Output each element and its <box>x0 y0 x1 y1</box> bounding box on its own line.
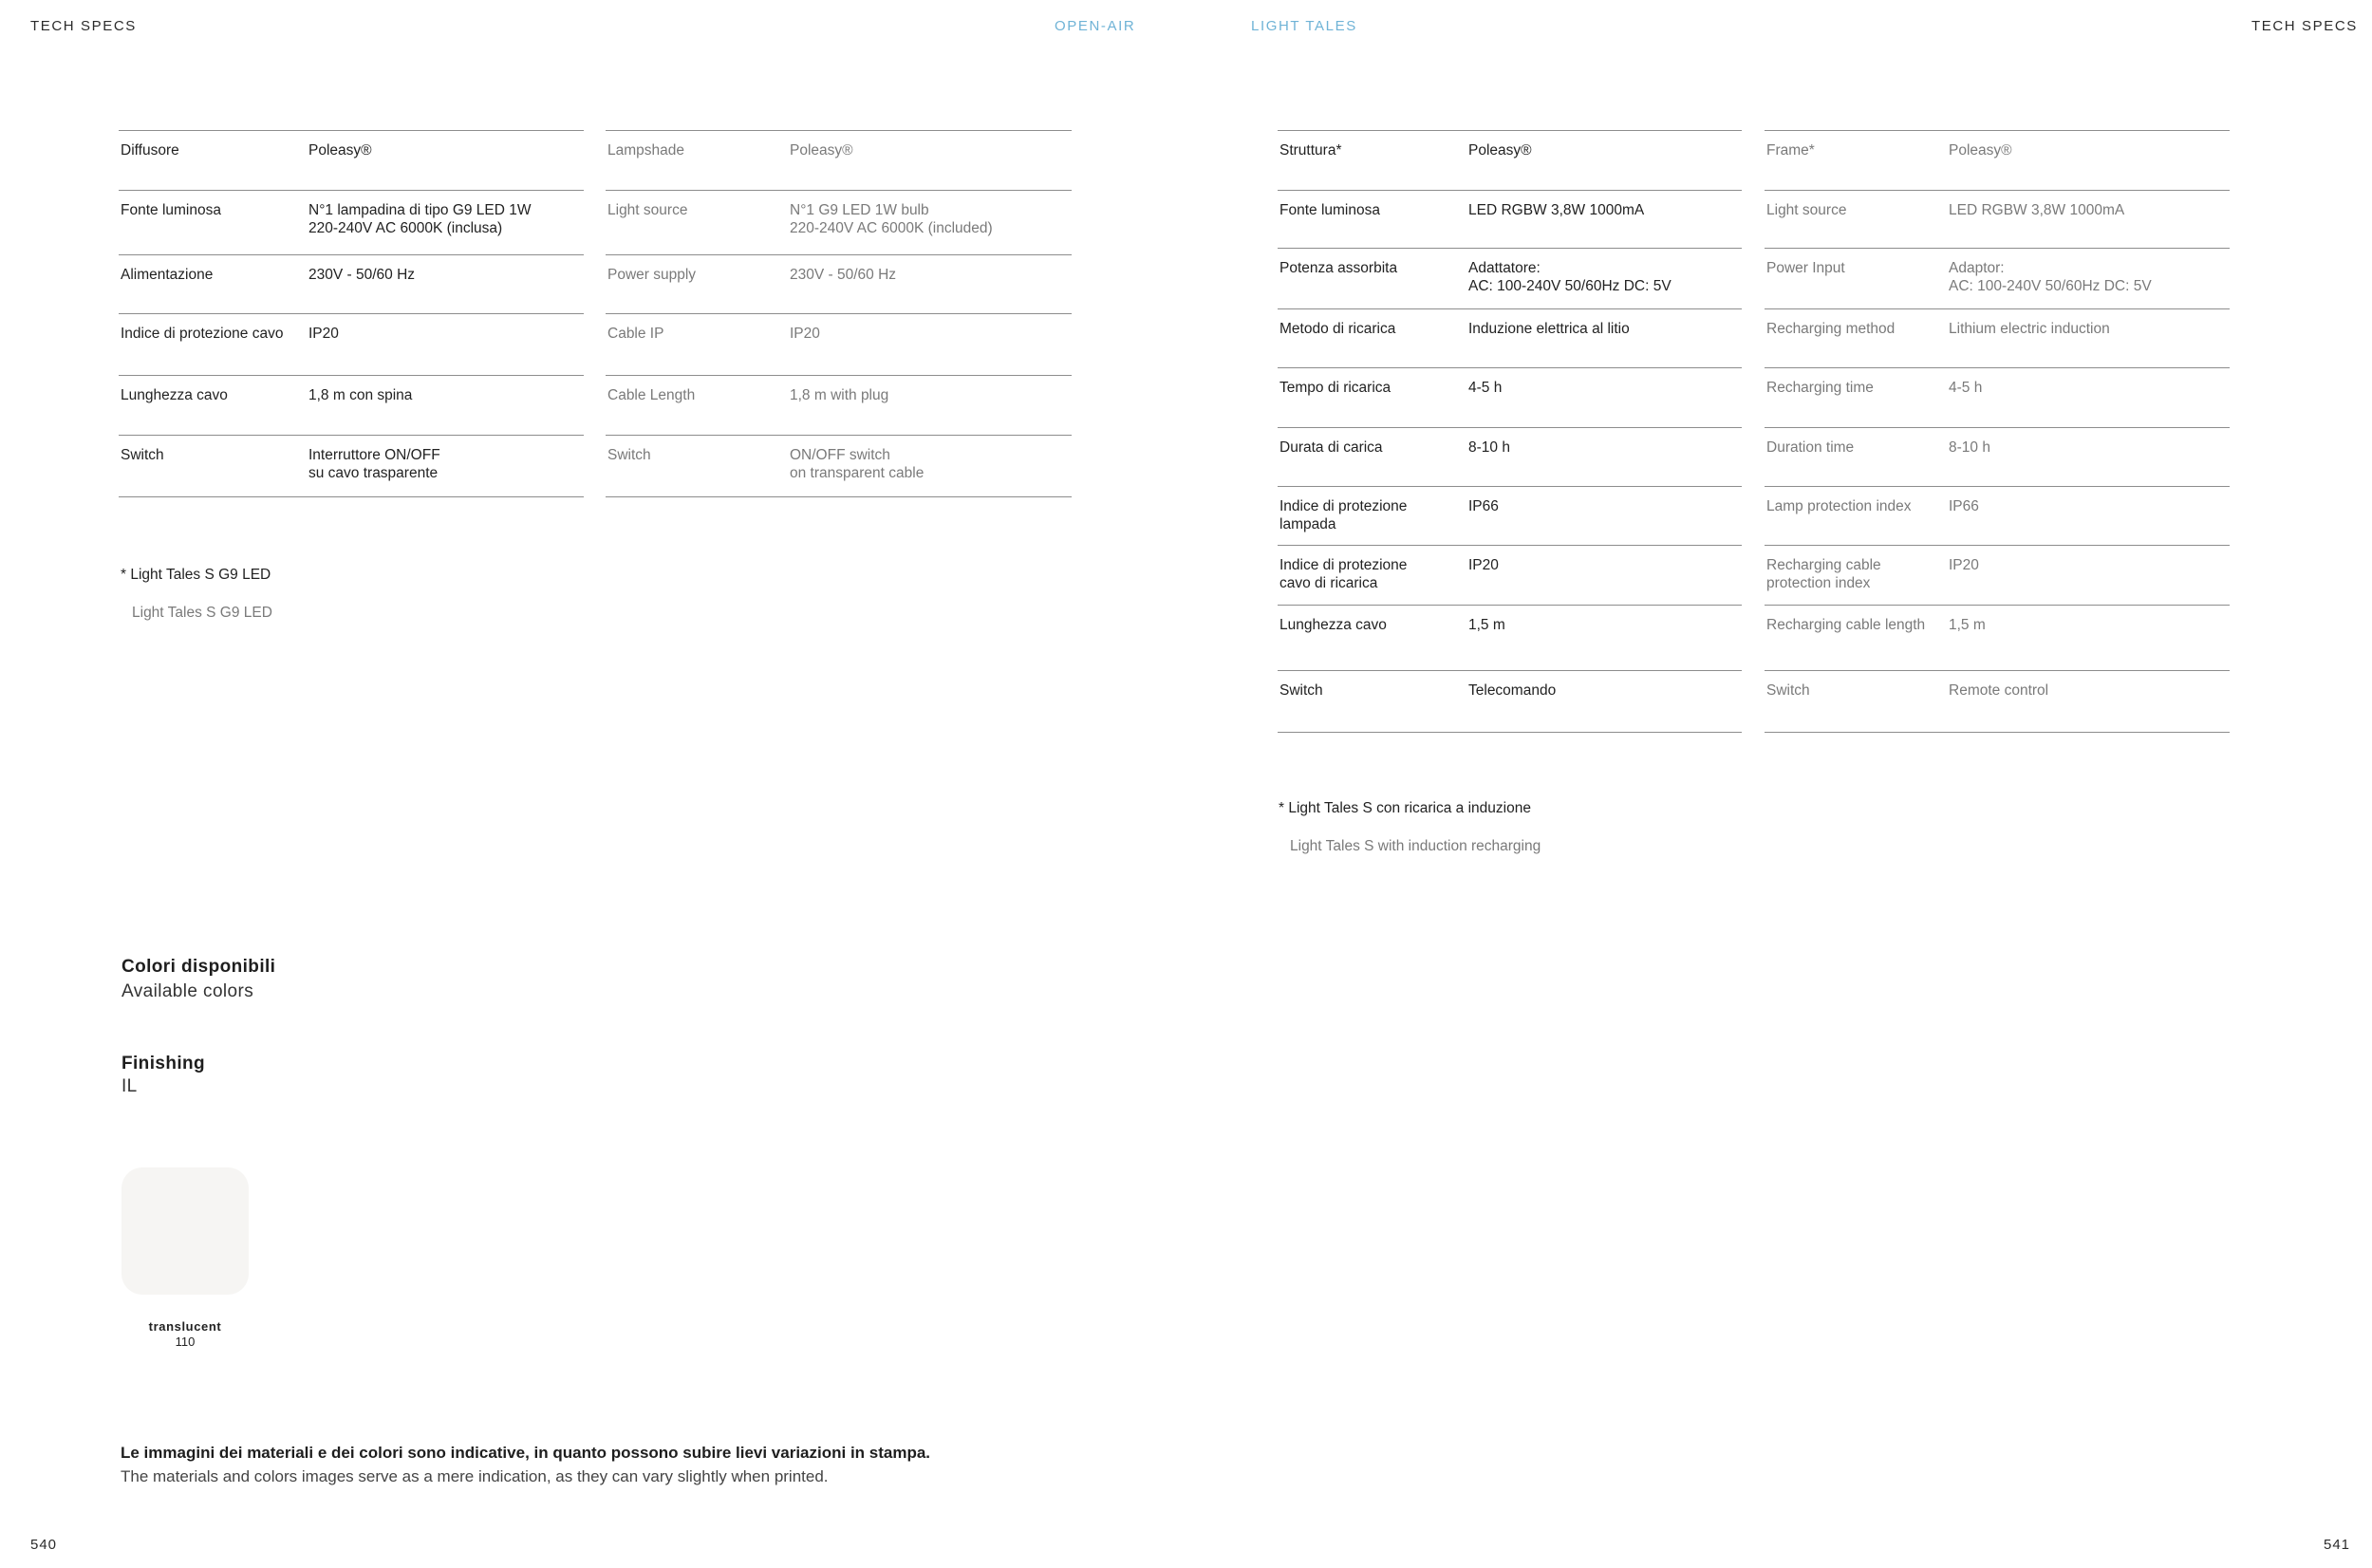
spec-label: Indice di protezione cavo di ricarica <box>1279 557 1408 591</box>
spec-value: IP20 <box>790 326 820 342</box>
spec-label: Lamp protection index <box>1766 498 1912 514</box>
spec-row <box>606 130 1072 190</box>
spec-label: Potenza assorbita <box>1279 260 1398 276</box>
spec-value: IP66 <box>1468 498 1499 514</box>
spec-value: IP20 <box>308 326 339 342</box>
spec-row <box>1765 308 2230 367</box>
spec-value: Poleasy® <box>308 142 372 159</box>
page-number-left: 540 <box>30 1537 58 1553</box>
colors-heading <box>121 957 275 1002</box>
spec-value: 1,5 m <box>1468 617 1505 633</box>
spec-value: 4-5 h <box>1949 380 1983 396</box>
swatch-code: 110 <box>175 1335 196 1349</box>
spec-label: Recharging cable length <box>1766 617 1926 633</box>
spec-row <box>1278 486 1742 545</box>
spec-label: Cable IP <box>607 326 664 342</box>
spec-value: Adaptor: AC: 100-240V 50/60Hz DC: 5V <box>1949 260 2152 294</box>
spec-row <box>119 190 584 254</box>
spec-value: Induzione elettrica al litio <box>1468 321 1630 337</box>
spec-label: Cable Length <box>607 387 696 403</box>
spec-value: 1,5 m <box>1949 617 1986 633</box>
header-section-label: OPEN-AIR <box>1055 18 1136 34</box>
spec-row <box>1278 308 1742 367</box>
left-note-it: * Light Tales S G9 LED <box>121 567 271 583</box>
page-number-right: 541 <box>2324 1537 2351 1553</box>
right-spec-table-it <box>1278 130 1742 733</box>
left-spec-table-en <box>606 130 1072 497</box>
spec-row <box>606 190 1072 254</box>
spec-row <box>1278 130 1742 190</box>
spec-row <box>1278 248 1742 308</box>
spec-row <box>1278 670 1742 733</box>
spec-row <box>119 435 584 497</box>
spec-label: Switch <box>121 447 164 463</box>
header-right-label: TECH SPECS <box>2251 18 2358 34</box>
spec-value: LED RGBW 3,8W 1000mA <box>1468 202 1645 218</box>
spec-value: 8-10 h <box>1949 439 1990 456</box>
spec-label: Struttura* <box>1279 142 1342 159</box>
spec-label: Durata di carica <box>1279 439 1383 456</box>
left-note-en: Light Tales S G9 LED <box>132 605 272 621</box>
spec-row <box>1765 427 2230 486</box>
spec-value: 1,8 m with plug <box>790 387 889 403</box>
spec-value: Poleasy® <box>1468 142 1532 159</box>
spec-label: Recharging method <box>1766 321 1896 337</box>
spec-label: Fonte luminosa <box>121 202 221 218</box>
spec-label: Indice di protezione lampada <box>1279 498 1408 532</box>
spec-row <box>1765 670 2230 733</box>
finishing-heading <box>121 1054 205 1097</box>
spec-value: Lithium electric induction <box>1949 321 2110 337</box>
spec-value: N°1 lampadina di tipo G9 LED 1W 220-240V AC 6000K (inclusa) <box>308 202 532 236</box>
spec-value: Remote control <box>1949 682 2049 699</box>
spec-row <box>1765 605 2230 670</box>
disclaimer-it: Le immagini dei materiali e dei colori sono indicative, in quanto possono subire lievi variazioni in stampa. <box>121 1444 931 1462</box>
spec-label: Alimentazione <box>121 267 214 283</box>
left-spec-table-it <box>119 130 584 497</box>
header-product-label: LIGHT TALES <box>1251 18 1357 34</box>
spec-label: Tempo di ricarica <box>1279 380 1391 396</box>
spec-row <box>606 435 1072 497</box>
spec-row <box>119 254 584 313</box>
spec-row <box>119 313 584 375</box>
spec-label: Recharging time <box>1766 380 1874 396</box>
spec-value: LED RGBW 3,8W 1000mA <box>1949 202 2125 218</box>
spec-value: 4-5 h <box>1468 380 1503 396</box>
spec-label: Duration time <box>1766 439 1855 456</box>
spec-row <box>1765 130 2230 190</box>
right-spec-table-en <box>1765 130 2230 733</box>
header-left-label: TECH SPECS <box>30 18 137 34</box>
left-spec-note <box>121 547 272 642</box>
spec-row <box>606 254 1072 313</box>
spec-value: ON/OFF switch on transparent cable <box>790 447 925 481</box>
spec-row <box>1278 367 1742 427</box>
spec-label: Light source <box>1766 202 1847 218</box>
spec-value: 8-10 h <box>1468 439 1510 456</box>
spec-value: Telecomando <box>1468 682 1557 699</box>
spec-label: Recharging cable protection index <box>1766 557 1881 591</box>
spec-label: Power supply <box>607 267 697 283</box>
colors-heading-it: Colori disponibili <box>121 957 276 977</box>
disclaimer-en: The materials and colors images serve as a mere indication, as they can vary slightly when printed. <box>121 1467 829 1485</box>
spec-row <box>1278 545 1742 605</box>
spec-label: Switch <box>607 447 651 463</box>
spec-value: N°1 G9 LED 1W bulb 220-240V AC 6000K (included) <box>790 202 993 236</box>
spec-label: Frame* <box>1766 142 1815 159</box>
spec-value: Adattatore: AC: 100-240V 50/60Hz DC: 5V <box>1468 260 1672 294</box>
spec-row <box>1278 427 1742 486</box>
swatch-name: translucent <box>148 1319 222 1334</box>
spec-row <box>119 130 584 190</box>
spec-label: Metodo di ricarica <box>1279 321 1396 337</box>
spec-label: Indice di protezione cavo <box>121 326 284 342</box>
spec-value: IP66 <box>1949 498 1979 514</box>
color-swatch-translucent <box>121 1167 249 1295</box>
finishing-heading-code: IL <box>121 1076 138 1096</box>
right-note-en: Light Tales S with induction recharging <box>1290 838 1541 854</box>
spec-row <box>1278 605 1742 670</box>
spec-row <box>1765 367 2230 427</box>
spec-row <box>1765 190 2230 248</box>
spec-value: Poleasy® <box>790 142 853 159</box>
spec-label: Switch <box>1766 682 1810 699</box>
colors-heading-en: Available colors <box>121 981 254 1001</box>
spec-value: 230V - 50/60 Hz <box>308 267 416 283</box>
disclaimer <box>121 1441 930 1488</box>
spec-value: IP20 <box>1949 557 1979 573</box>
spec-row <box>606 375 1072 435</box>
spec-value: 1,8 m con spina <box>308 387 413 403</box>
spec-value: Poleasy® <box>1949 142 2012 159</box>
spec-row <box>606 313 1072 375</box>
spec-label: Light source <box>607 202 688 218</box>
spec-label: Lampshade <box>607 142 685 159</box>
finishing-heading-title: Finishing <box>121 1054 206 1073</box>
spec-row <box>1765 248 2230 308</box>
spec-label: Power Input <box>1766 260 1845 276</box>
spec-value: IP20 <box>1468 557 1499 573</box>
spec-row <box>119 375 584 435</box>
right-note-it: * Light Tales S con ricarica a induzione <box>1279 800 1531 816</box>
spec-label: Diffusore <box>121 142 179 159</box>
spec-row <box>1765 486 2230 545</box>
swatch-label <box>121 1319 249 1350</box>
spec-row <box>1765 545 2230 605</box>
spec-label: Fonte luminosa <box>1279 202 1380 218</box>
spec-row <box>1278 190 1742 248</box>
right-spec-note <box>1279 780 1541 875</box>
spec-value: 230V - 50/60 Hz <box>790 267 897 283</box>
spec-label: Switch <box>1279 682 1323 699</box>
spec-label: Lunghezza cavo <box>121 387 228 403</box>
spec-value: Interruttore ON/OFF su cavo trasparente <box>308 447 440 481</box>
spec-label: Lunghezza cavo <box>1279 617 1387 633</box>
